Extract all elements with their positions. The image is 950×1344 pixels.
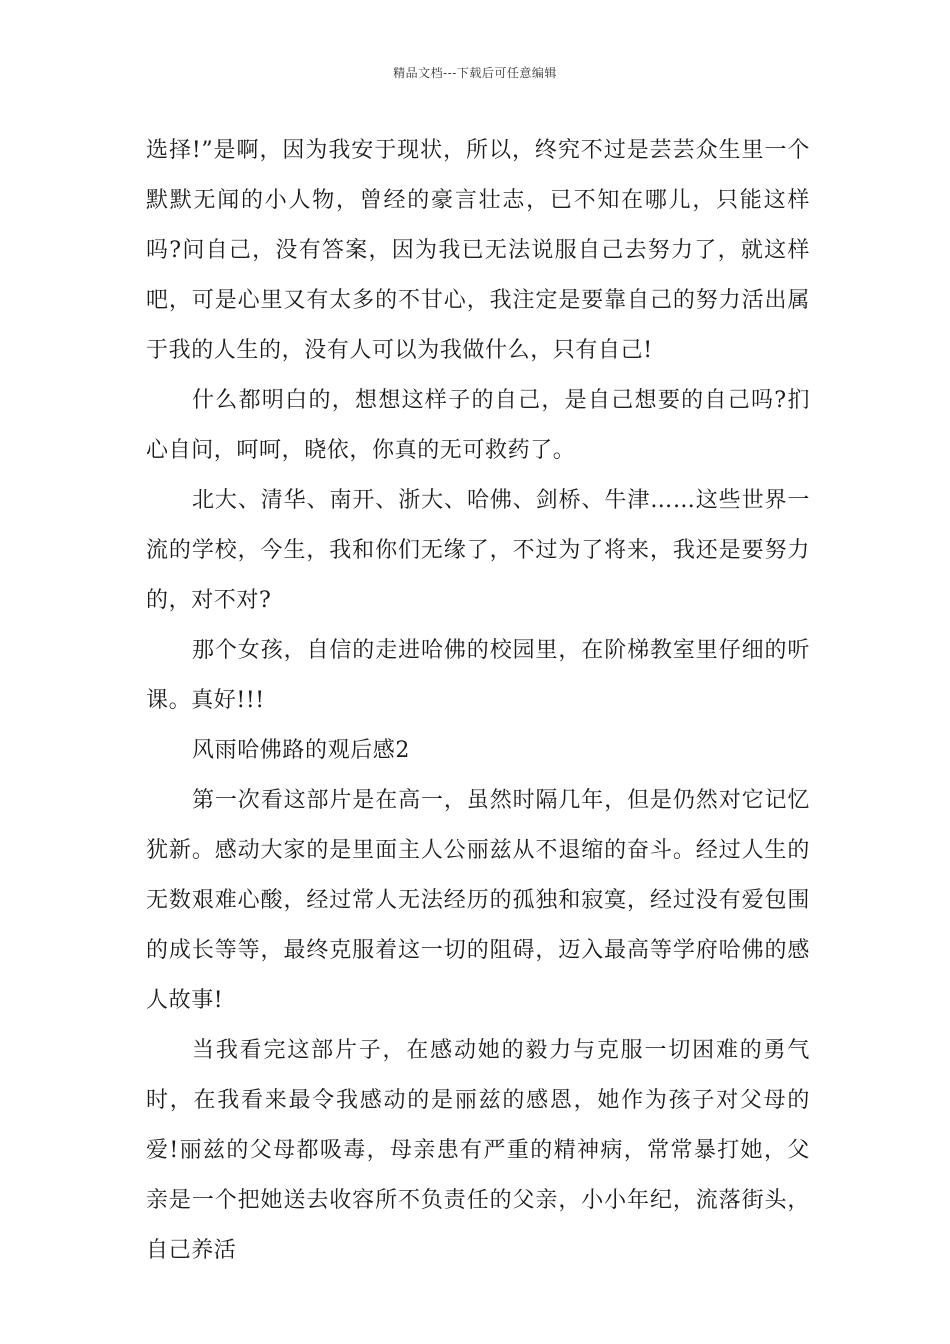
document-body: [146, 126, 810, 1276]
paragraph-4: 那个女孩，自信的走进哈佛的校园里，在阶梯教室里仔细的听课。真好!!!: [146, 638, 810, 713]
section-title: 风雨哈佛路的观后感2: [192, 738, 410, 763]
paragraph-5: 第一次看这部片是在高一，虽然时隔几年，但是仍然对它记忆犹新。感动大家的是里面主人公丽兹从不退缩的奋斗。经过人生的无数艰难心酸，经过常人无法经历的孤独和寂寞，经过没有爱包围的成长等等，最终克服着这一切的阻碍，迈入最高等学府哈佛的感人故事!: [146, 788, 810, 1013]
paragraph-6: 当我看完这部片子，在感动她的毅力与克服一切困难的勇气时，在我看来最令我感动的是丽兹的感恩，她作为孩子对父母的爱!丽兹的父母都吸毒，母亲患有严重的精神病，常常暴打她，父亲是一个把她送去收容所不负责任的父亲，小小年纪，流落街头，自己养活: [146, 1038, 810, 1263]
paragraph-1: 选择!”是啊，因为我安于现状，所以，终究不过是芸芸众生里一个默默无闻的小人物，曾经的豪言壮志，已不知在哪儿，只能这样吗?问自己，没有答案，因为我已无法说服自己去努力了，就这样吧，可是心里又有太多的不甘心，我注定是要靠自己的努力活出属于我的人生的，没有人可以为我做什么，只有自己!: [146, 138, 810, 363]
paragraph-3: 北大、清华、南开、浙大、哈佛、剑桥、牛津……这些世界一流的学校，今生，我和你们无缘了，不过为了将来，我还是要努力的，对不对?: [146, 488, 810, 613]
page-header: 精品文档---下载后可任意编辑: [393, 66, 557, 80]
paragraph-2: 什么都明白的，想想这样子的自己，是自己想要的自己吗?扪心自问，呵呵，晓依，你真的无可救药了。: [146, 388, 810, 463]
